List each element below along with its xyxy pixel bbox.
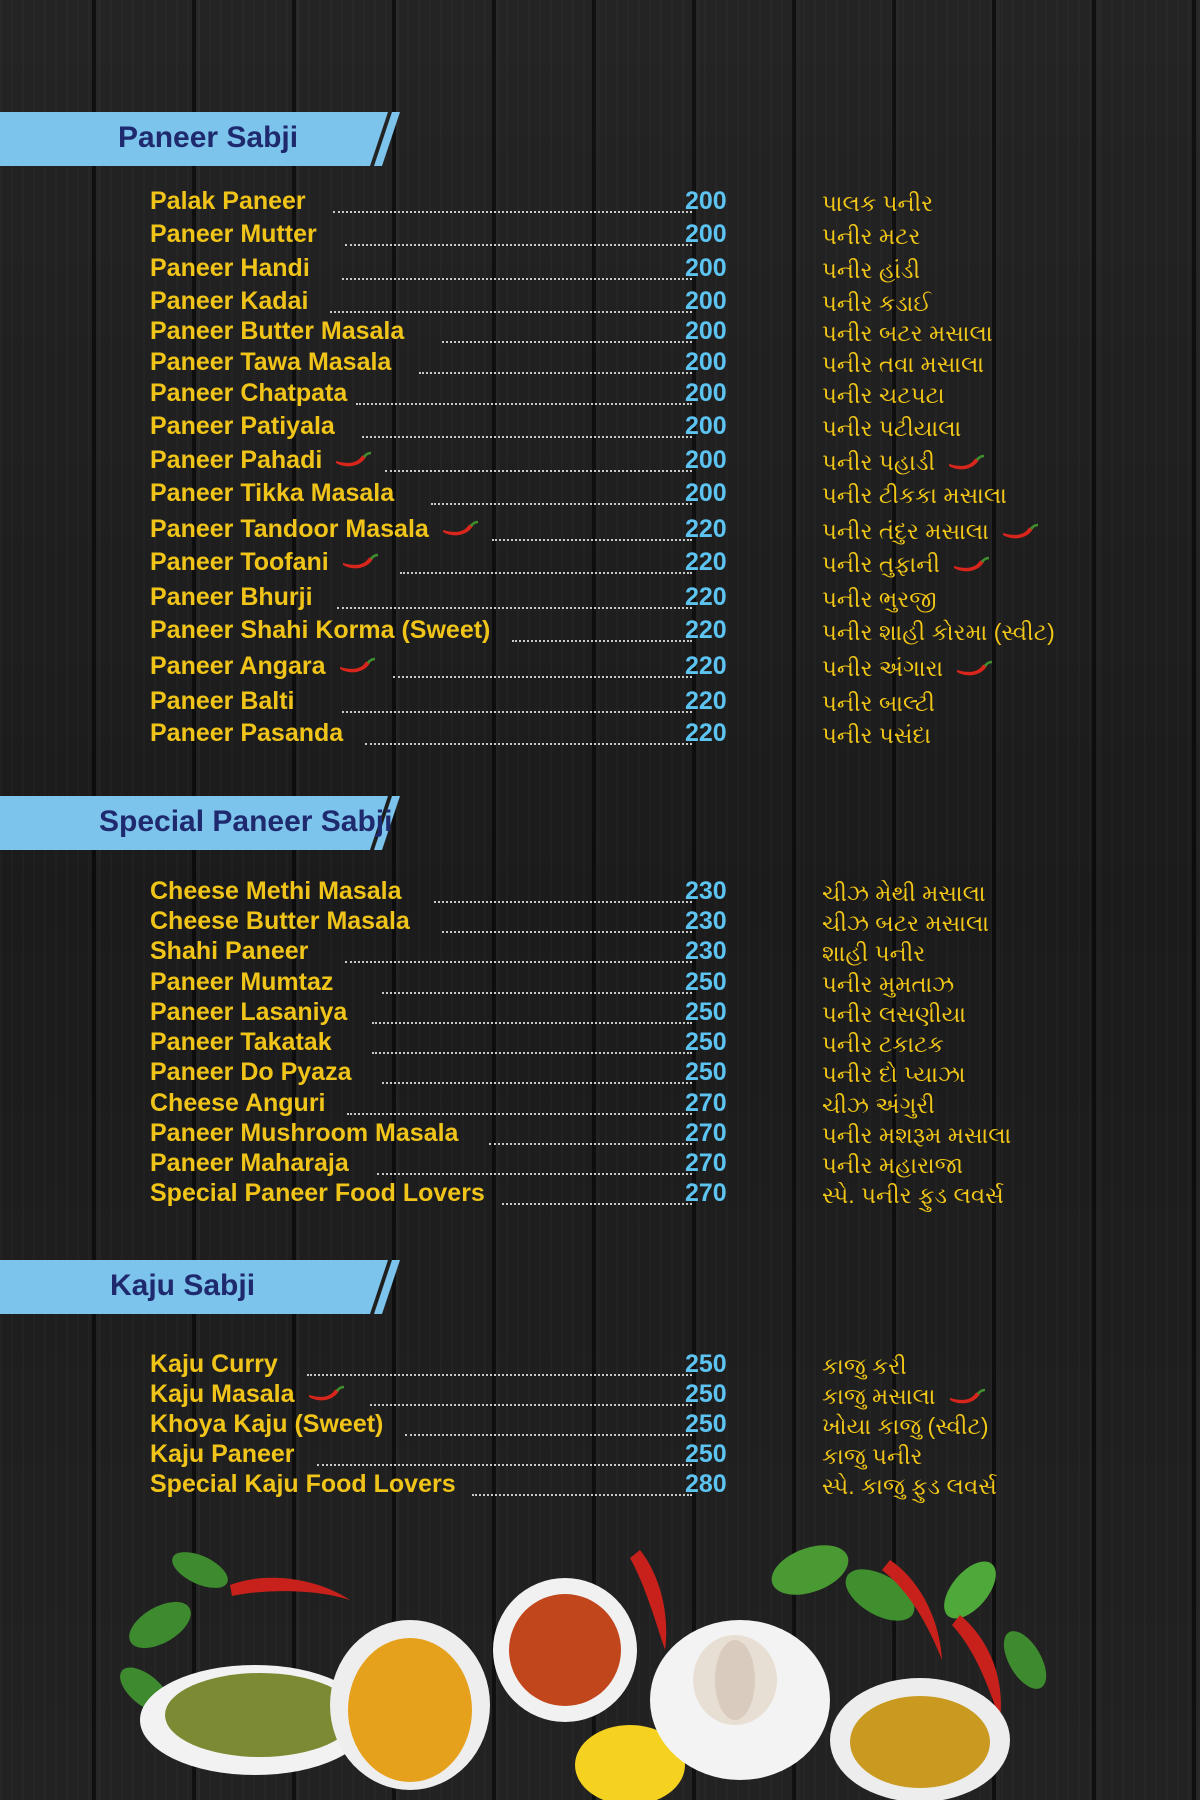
item-name-gujarati: [822, 255, 920, 285]
dotted-leader: [434, 901, 692, 903]
item-price: 230: [685, 877, 727, 905]
dotted-leader: [502, 1203, 692, 1205]
item-name-gujarati: [822, 1471, 997, 1501]
item-name-gujarati: [822, 878, 986, 908]
item-name: [150, 445, 372, 475]
dotted-leader: [317, 1464, 692, 1466]
item-name-gujarati-text: પનીર ટકાટક: [822, 1031, 944, 1057]
item-name: [150, 1178, 485, 1208]
item-name-gujarati-text: પનીર તુફાની: [822, 551, 940, 577]
item-name: [150, 253, 310, 283]
item-name-gujarati: [822, 318, 993, 348]
item-name: [150, 876, 402, 906]
menu-item-row: [150, 617, 1080, 647]
item-name-gujarati: [822, 688, 935, 718]
item-name: [150, 1027, 332, 1057]
item-name-gujarati: [822, 653, 993, 683]
item-name-gujarati-text: પનીર મટર: [822, 223, 921, 249]
dotted-leader: [489, 1143, 692, 1145]
item-name-text: Paneer Tawa Masala: [150, 348, 392, 376]
item-name: [150, 1409, 383, 1439]
item-name: [150, 219, 317, 249]
item-name-gujarati: [822, 1029, 944, 1059]
item-name-gujarati-text: પનીર તંદુર મસાલા: [822, 518, 989, 544]
menu-item-row: [150, 720, 1080, 750]
item-name-text: Kaju Masala: [150, 1380, 295, 1408]
dotted-leader: [345, 244, 692, 246]
item-name-gujarati: [822, 1150, 963, 1180]
dotted-leader: [472, 1494, 692, 1496]
menu-item-row: [150, 908, 1080, 938]
dotted-leader: [372, 1052, 692, 1054]
menu-item-row: [150, 969, 1080, 999]
item-name-text: Cheese Anguri: [150, 1089, 326, 1117]
item-price: 220: [685, 652, 727, 680]
dotted-leader: [330, 311, 692, 313]
dotted-leader: [382, 1082, 692, 1084]
item-name: [150, 1469, 456, 1499]
item-name: [150, 997, 347, 1027]
item-name: [150, 1118, 458, 1148]
item-name: [150, 615, 490, 645]
item-name-text: Paneer Toofani: [150, 548, 329, 576]
dotted-leader: [333, 211, 692, 213]
item-name-gujarati-text: પનીર હાંડી: [822, 257, 921, 283]
item-name-gujarati-text: પનીર દો પ્યાઝા: [822, 1061, 966, 1087]
item-name-gujarati-text: ચીઝ મેથી મસાલા: [822, 880, 986, 906]
item-name-gujarati-text: શાહી પનીર: [822, 940, 926, 966]
item-name-gujarati-text: ચીઝ બટર મસાલા: [822, 910, 989, 936]
item-name-gujarati-text: કાજુ મસાલા: [822, 1383, 936, 1409]
menu-item-row: [150, 447, 1080, 477]
item-name-gujarati: [822, 516, 1039, 546]
menu-item-row: [150, 318, 1080, 348]
item-name-gujarati-text: પનીર પસંદા: [822, 722, 931, 748]
item-name: [150, 1379, 345, 1409]
item-name-text: Kaju Paneer: [150, 1440, 295, 1468]
item-name-gujarati-text: ખોયા કાજુ (સ્વીટ): [822, 1413, 989, 1439]
section-title: Paneer Sabji: [118, 121, 299, 154]
item-name-gujarati-text: પનીર અંગારા: [822, 655, 944, 681]
menu-item-row: [150, 1090, 1080, 1120]
red-chili-icon: [338, 657, 376, 677]
dotted-leader: [419, 372, 692, 374]
item-name-gujarati: [822, 1120, 1011, 1150]
item-name-text: Special Paneer Food Lovers: [150, 1179, 485, 1207]
item-name: [150, 514, 479, 544]
item-name-gujarati-text: પનીર પહાડી: [822, 449, 936, 475]
item-name-gujarati: [822, 584, 937, 614]
dotted-leader: [365, 743, 692, 745]
dotted-leader: [342, 278, 692, 280]
item-name-gujarati: [822, 480, 1007, 510]
item-price: 200: [685, 412, 727, 440]
item-name-text: Palak Paneer: [150, 187, 306, 215]
dotted-leader: [382, 992, 692, 994]
dotted-leader: [362, 436, 692, 438]
menu-item-row: [150, 221, 1080, 251]
item-price: 220: [685, 687, 727, 715]
menu-item-row: [150, 938, 1080, 968]
item-name: [150, 316, 404, 346]
item-name-gujarati-text: કાજુ કરી: [822, 1353, 907, 1379]
item-name: [150, 967, 333, 997]
item-name-text: Paneer Butter Masala: [150, 317, 405, 345]
section-header-paneer-sabji: [0, 110, 400, 166]
menu-item-row: [150, 413, 1080, 443]
dotted-leader: [512, 640, 692, 642]
dotted-leader: [442, 931, 692, 933]
item-name-text: Paneer Kadai: [150, 287, 309, 315]
item-name: [150, 478, 394, 508]
menu-item-row: [150, 999, 1080, 1029]
item-name: [150, 378, 347, 408]
menu-item-row: [150, 380, 1080, 410]
item-name-gujarati: [822, 908, 989, 938]
item-price: 250: [685, 968, 727, 996]
red-chili-icon: [307, 1385, 345, 1405]
item-price: 200: [685, 317, 727, 345]
dotted-leader: [492, 539, 692, 541]
item-price: 250: [685, 1350, 727, 1378]
red-chili-icon: [952, 556, 990, 576]
item-name-gujarati-text: પનીર ભુરજી: [822, 586, 937, 612]
spice-bowls-illustration: [120, 1530, 1080, 1800]
item-name-text: Paneer Chatpata: [150, 379, 348, 407]
item-name-text: Paneer Mumtaz: [150, 968, 334, 996]
item-price: 200: [685, 348, 727, 376]
item-name-text: Paneer Angara: [150, 652, 326, 680]
item-name-gujarati: [822, 938, 925, 968]
menu-item-row: [150, 688, 1080, 718]
item-price: 220: [685, 719, 727, 747]
item-name-text: Paneer Handi: [150, 254, 310, 282]
menu-item-row: [150, 549, 1080, 579]
item-name: [150, 547, 379, 577]
red-chili-icon: [341, 553, 379, 573]
item-name-gujarati-text: પાલક પનીર: [822, 190, 934, 216]
item-name-gujarati-text: પનીર કડાઈ: [822, 290, 932, 316]
item-name-text: Khoya Kaju (Sweet): [150, 1410, 384, 1438]
menu-item-row: [150, 349, 1080, 379]
item-price: 250: [685, 998, 727, 1026]
item-name: [150, 1148, 349, 1178]
item-name-gujarati-text: કાજુ પનીર: [822, 1443, 923, 1469]
item-name: [150, 718, 343, 748]
menu-item-row: [150, 288, 1080, 318]
item-name-gujarati: [822, 1381, 986, 1411]
item-name-text: Paneer Lasaniya: [150, 998, 348, 1026]
menu-item-row: [150, 653, 1080, 683]
menu-item-row: [150, 878, 1080, 908]
item-name: [150, 1088, 326, 1118]
red-chili-icon: [334, 451, 372, 471]
item-price: 250: [685, 1440, 727, 1468]
item-name-gujarati: [822, 380, 945, 410]
item-name: [150, 347, 391, 377]
item-name-text: Paneer Mutter: [150, 220, 317, 248]
item-name-gujarati-text: પનીર બટર મસાલા: [822, 320, 993, 346]
menu-item-row: [150, 188, 1080, 218]
item-name-text: Shahi Paneer: [150, 937, 309, 965]
dotted-leader: [342, 711, 692, 713]
dotted-leader: [377, 1173, 692, 1175]
section-header-kaju-sabji: [0, 1258, 400, 1314]
item-name-text: Paneer Takatak: [150, 1028, 332, 1056]
item-name: [150, 936, 308, 966]
item-price: 200: [685, 446, 727, 474]
item-name: [150, 286, 308, 316]
item-price: 270: [685, 1119, 727, 1147]
item-name-gujarati-text: પનીર મહારાજા: [822, 1152, 964, 1178]
dotted-leader: [345, 961, 692, 963]
item-name: [150, 186, 306, 216]
item-name-text: Paneer Tikka Masala: [150, 479, 395, 507]
item-name-text: Paneer Pahadi: [150, 446, 323, 474]
item-name-gujarati-text: સ્પે. પનીર ફુડ લવર્સ: [822, 1182, 1004, 1208]
dotted-leader: [393, 676, 692, 678]
item-name-gujarati: [822, 221, 920, 251]
item-price: 270: [685, 1089, 727, 1117]
section-title: Kaju Sabji: [110, 1269, 256, 1302]
item-name: [150, 411, 335, 441]
item-price: 200: [685, 287, 727, 315]
dotted-leader: [372, 1022, 692, 1024]
item-price: 200: [685, 479, 727, 507]
item-name-text: Paneer Tandoor Masala: [150, 515, 429, 543]
menu-item-row: [150, 584, 1080, 614]
item-name: [150, 1057, 352, 1087]
item-name: [150, 1349, 278, 1379]
red-chili-icon: [948, 1388, 986, 1408]
menu-item-row: [150, 1471, 1080, 1501]
item-price: 250: [685, 1380, 727, 1408]
item-name-gujarati-text: પનીર મશરૂમ મસાલા: [822, 1122, 1012, 1148]
item-name: [150, 582, 313, 612]
item-name-text: Cheese Butter Masala: [150, 907, 410, 935]
item-name-text: Kaju Curry: [150, 1350, 278, 1378]
red-chili-icon: [441, 520, 479, 540]
dotted-leader: [400, 572, 692, 574]
item-name-gujarati: [822, 999, 966, 1029]
item-name-text: Paneer Maharaja: [150, 1149, 349, 1177]
menu-item-row: [150, 1029, 1080, 1059]
item-price: 250: [685, 1028, 727, 1056]
item-price: 200: [685, 220, 727, 248]
section-title: Special Paneer Sabji: [99, 805, 393, 838]
dotted-leader: [307, 1374, 692, 1376]
item-price: 220: [685, 548, 727, 576]
dotted-leader: [431, 503, 692, 505]
red-chili-icon: [955, 660, 993, 680]
item-name: [150, 651, 376, 681]
item-name-text: Paneer Patiyala: [150, 412, 335, 440]
item-price: 200: [685, 254, 727, 282]
item-name-gujarati-text: પનીર બાલ્ટી: [822, 690, 935, 716]
menu-item-row: [150, 1381, 1080, 1411]
item-name-gujarati: [822, 1180, 1004, 1210]
item-name: [150, 686, 295, 716]
item-name-gujarati-text: પનીર તવા મસાલા: [822, 351, 985, 377]
item-name-gujarati: [822, 549, 990, 579]
item-price: 280: [685, 1470, 727, 1498]
item-name-text: Paneer Shahi Korma (Sweet): [150, 616, 491, 644]
item-price: 220: [685, 616, 727, 644]
item-price: 230: [685, 937, 727, 965]
item-name-gujarati: [822, 349, 984, 379]
item-name-gujarati-text: પનીર શાહી કોરમા (સ્વીટ): [822, 619, 1055, 645]
item-name-gujarati: [822, 1090, 935, 1120]
dotted-leader: [385, 470, 692, 472]
dotted-leader: [405, 1434, 692, 1436]
item-name-gujarati: [822, 969, 954, 999]
menu-item-row: [150, 1411, 1080, 1441]
item-name-text: Paneer Pasanda: [150, 719, 344, 747]
item-name-gujarati: [822, 413, 961, 443]
item-name-text: Cheese Methi Masala: [150, 877, 402, 905]
item-name-gujarati-text: પનીર લસણીયા: [822, 1001, 967, 1027]
item-price: 250: [685, 1410, 727, 1438]
item-price: 230: [685, 907, 727, 935]
menu-item-row: [150, 1059, 1080, 1089]
item-name-gujarati: [822, 188, 933, 218]
item-name-text: Paneer Balti: [150, 687, 295, 715]
menu-item-row: [150, 1120, 1080, 1150]
item-name-gujarati: [822, 288, 931, 318]
item-price: 220: [685, 583, 727, 611]
item-name-gujarati-text: પનીર ચટપટા: [822, 382, 945, 408]
item-name-text: Paneer Mushroom Masala: [150, 1119, 459, 1147]
menu-item-row: [150, 480, 1080, 510]
item-price: 200: [685, 187, 727, 215]
dotted-leader: [347, 1113, 692, 1115]
red-chili-icon: [947, 454, 985, 474]
dotted-leader: [442, 341, 692, 343]
item-name-gujarati-text: પનીર મુમતાઝ: [822, 971, 955, 997]
item-name-text: Paneer Bhurji: [150, 583, 313, 611]
dotted-leader: [356, 403, 692, 405]
menu-item-row: [150, 1150, 1080, 1180]
item-name-text: Paneer Do Pyaza: [150, 1058, 352, 1086]
item-name-gujarati: [822, 617, 1055, 647]
item-price: 220: [685, 515, 727, 543]
item-name: [150, 1439, 295, 1469]
dotted-leader: [337, 607, 692, 609]
menu-item-row: [150, 1351, 1080, 1381]
item-name: [150, 906, 410, 936]
item-name-gujarati: [822, 1441, 923, 1471]
item-price: 270: [685, 1149, 727, 1177]
menu-item-row: [150, 255, 1080, 285]
item-name-gujarati-text: પનીર ટીકકા મસાલા: [822, 482, 1007, 508]
item-price: 250: [685, 1058, 727, 1086]
item-name-gujarati: [822, 1351, 907, 1381]
item-name-gujarati: [822, 1059, 966, 1089]
item-name-gujarati: [822, 447, 985, 477]
dotted-leader: [370, 1404, 692, 1406]
item-name-gujarati-text: ચીઝ અંગુરી: [822, 1092, 935, 1118]
item-price: 200: [685, 379, 727, 407]
item-name-text: Special Kaju Food Lovers: [150, 1470, 456, 1498]
item-name-gujarati-text: સ્પે. કાજુ ફુડ લવર્સ: [822, 1473, 997, 1499]
item-name-gujarati: [822, 1411, 989, 1441]
red-chili-icon: [1001, 523, 1039, 543]
menu-item-row: [150, 1180, 1080, 1210]
menu-item-row: [150, 516, 1080, 546]
menu-item-row: [150, 1441, 1080, 1471]
item-name-gujarati: [822, 720, 931, 750]
item-name-gujarati-text: પનીર પટીયાલા: [822, 415, 962, 441]
section-header-special-paneer-sabji: [0, 794, 400, 850]
item-price: 270: [685, 1179, 727, 1207]
